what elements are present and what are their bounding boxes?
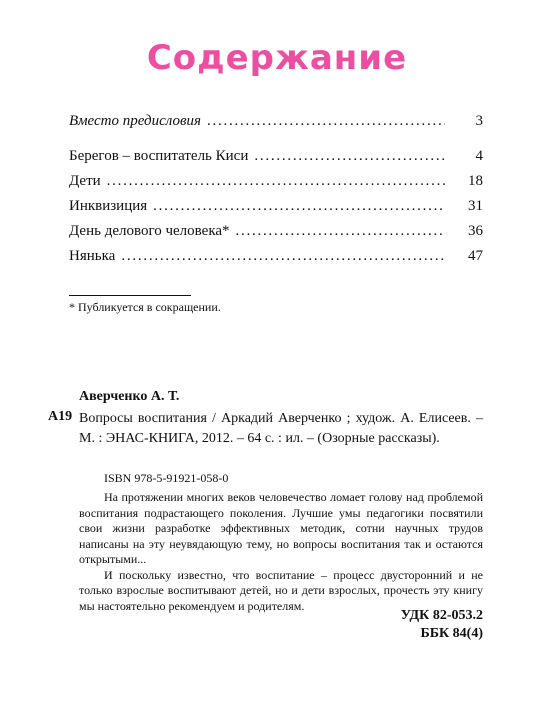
bbk-code: ББК 84(4) (420, 626, 483, 641)
toc-entry-page: 4 (475, 148, 483, 164)
toc-leader (107, 173, 445, 190)
toc-entry-title: Берегов – воспитатель Киси (69, 148, 249, 164)
toc-leader (153, 198, 445, 215)
footnote: * Публикуется в сокращении. (69, 300, 221, 314)
catalog-author: Аверченко А. Т. (79, 389, 180, 404)
toc-entry-page: 36 (468, 223, 483, 239)
toc-entry (69, 113, 483, 138)
toc-entry (69, 223, 483, 248)
catalog-code: А19 (48, 409, 73, 424)
toc-entry-page: 18 (468, 173, 483, 189)
toc-leader (254, 148, 445, 165)
annotation (79, 490, 483, 614)
toc-entry-title: Вместо предисловия (69, 113, 201, 129)
annotation-paragraph: На протяжении многих веков человечество ломает голову над проблемой воспитания подрастающего поколения. Лучшие умы педагогики посвятили свои жизни разработке эффективных методик, сотни научных трудов написаны на эту неувядающую тему, но вопросы воспитания так и остаются открытыми... (79, 490, 483, 566)
toc-leader (236, 223, 445, 240)
catalog-description: Вопросы воспитания / Аркадий Аверченко ; худож. А. Елисеев. – М. : ЭНАС-КНИГА, 2012. – 64 с. : ил. – (Озорные рассказы). (79, 411, 483, 446)
toc-entry-title: Дети (69, 173, 101, 189)
toc-entry-title: Нянька (69, 248, 116, 264)
toc-leader (121, 248, 445, 265)
isbn: ISBN 978-5-91921-058-0 (104, 471, 229, 485)
toc-leader (207, 113, 445, 130)
table-of-contents (69, 113, 483, 273)
contents-title: Содержание (146, 38, 408, 78)
toc-entry-page: 31 (468, 198, 483, 214)
toc-entry-page: 3 (475, 113, 483, 129)
footnote-divider (69, 295, 191, 296)
toc-entry-title: Инквизиция (69, 198, 148, 214)
toc-entry (69, 173, 483, 198)
toc-entry (69, 248, 483, 273)
toc-entry (69, 148, 483, 173)
toc-entry-page: 47 (468, 248, 483, 264)
toc-entry-title: День делового человека* (69, 223, 230, 239)
udk-code: УДК 82-053.2 (400, 608, 483, 623)
toc-entry (69, 198, 483, 223)
annotation-paragraph: И поскольку известно, что воспитание – процесс двусторонний и не только взрослые воспитывают детей, но и дети взрослых, прочесть эту книгу мы настоятельно рекомендуем и родителям. (79, 567, 483, 613)
